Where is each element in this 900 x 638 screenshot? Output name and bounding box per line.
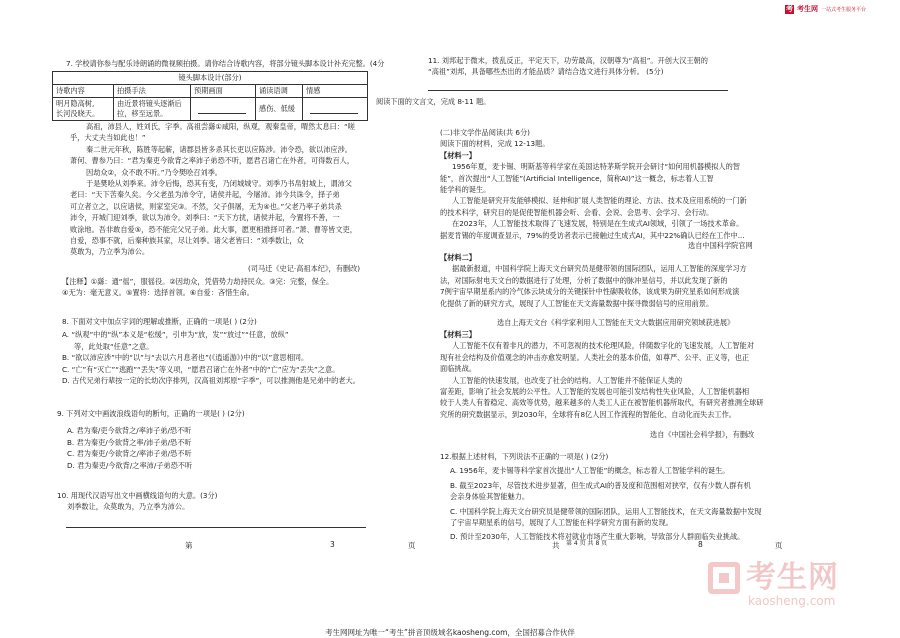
table-header: 情感 (303, 85, 368, 98)
passage-line: 自爱，恐事不就，后秦种族其家，尽让刘季。诸父老皆曰：“刘季数让，众 (70, 236, 304, 246)
material-line: 法，对国际射电天文台的数据进行了处理，分析了数据中的脉冲星信号，并以此发现了新的 (440, 275, 728, 285)
answer-line[interactable] (66, 527, 366, 528)
question-9 (57, 408, 245, 471)
option-c-cont: 了宇宙早期星系的信号，展现了人工智能在科学研究方面有新的发现。 (450, 518, 673, 528)
table-cell: 明月隐高树, 长河没晓天。 (53, 98, 114, 121)
page-label-left: 第 (185, 541, 193, 550)
question-line: “高祖”刘邦，具备哪些杰出的才能品质？请结合选文进行具体分析。 (5分) (428, 67, 664, 77)
question-line: 11. 刘邦起于微末，拨乱反正，平定天下，功劳最高，汉朝尊为“高祖”。开创大汉王朝的 (428, 56, 708, 65)
logo-mark-icon: 考 (786, 4, 793, 13)
option-d[interactable]: D. 君为秦吏/今欲背/之率沛/子弟恐不听 (67, 460, 193, 470)
footer-text: 考生网网址为唯一“考生”拼音顶级域名kaosheng.com，全国招募合作伙伴 (325, 628, 575, 637)
material-line: 化提供了新的研究方式，展现了人工智能在天文海量数据中探寻微弱信号的应用前景。 (440, 298, 714, 308)
material-line: 据麦肯锡的年度调查显示，79%的受访者表示已接触过生成式AI，其中22%确认已经在工作中... (440, 230, 745, 240)
material-line: 能学科的诞生。 (440, 185, 491, 195)
passage-line: 高祖，沛县人，姓刘氏，字季。高祖尝繇①咸阳，纵观，观秦皇帝，喟然太息曰：“嗟 (86, 122, 355, 131)
watermark-logo-icon (708, 562, 740, 594)
question-11 (428, 55, 708, 78)
option-d[interactable]: D. 古代兄弟行辈按一定的长幼次序排列，汉高祖刘邦原“字季”，可以推测他是兄弟中的老大。 (62, 376, 360, 386)
material-line: 在2023年，人工智能技术取得了飞速发展，特别是在生成式AI领域，引领了一场技术革命。 (452, 219, 744, 229)
table-cell: 感伤、低缓 (256, 98, 303, 121)
option-a[interactable]: A. “纵观”中的“纵”本义是“松缓”，引申为“放，发”“放过”“任意，放纵” (62, 330, 289, 340)
classical-passage (70, 121, 357, 258)
option-c[interactable]: C. 君为秦吏/今欲背之/率沛子弟/恐不听 (67, 449, 192, 459)
section-instruction: 阅读下面的文言文，完成 8-11 题。 (376, 97, 491, 106)
material-line: 人工智能是研究开发能够模拟、延伸和扩展人类智能的理论、方法、技术及应用系统的一门新 (452, 196, 747, 206)
question-7: 7. 学校请你参与配乐诗朗诵的微视频拍摄。请你结合诗歌内容，将部分镜头脚本设计补充完整。(4分 (66, 59, 385, 68)
question-8 (62, 316, 360, 386)
option-b[interactable]: B. 截至2023年，尽管技术进步显著，但生成式AI的普及度和范围相对狭窄，仅有少数人群有机 (450, 480, 751, 490)
page-total-label: 共 (552, 541, 560, 550)
table-cell: 由近景将镜头逐渐后 拉，移至远景。 (114, 98, 191, 121)
option-d[interactable]: D. 预计至2030年，人工智能技术将对就业市场产生重大影响，导致部分人群面临失业挑战。 (450, 532, 745, 542)
question-text: 刘季数让，众莫敢为，乃立季为沛公。 (67, 502, 190, 512)
answer-blank[interactable] (303, 98, 368, 121)
table-header: 诗歌内容 (53, 85, 114, 98)
page-counter: 第 4 页 共 8 页 (566, 540, 608, 547)
material-2-title: 【材料二】 (440, 253, 476, 262)
option-c[interactable]: C. “亡”有“灭亡”“逃跑”“丢失”等义项，“愿君召诸亡在外者”中的“亡”应为“丢失”之意。 (62, 364, 340, 374)
note-line: ④无为：毫无意义。⑤置将：选择首领。⑥自爱：吝惜生命。 (62, 288, 254, 298)
section-instruct: 阅读下面的材料，完成 12-13题。 (440, 139, 550, 149)
option-c[interactable]: C. 中国科学院上海天文台研究员是健带领的国际团队，运用人工智能技术，在天文海量数据中发现 (450, 506, 762, 516)
table-header: 预期画面 (191, 85, 256, 98)
passage-line: 因劫众②，众不敢不听。”乃令樊哙召刘季。 (86, 167, 222, 177)
shot-script-table (52, 71, 368, 121)
watermark-domain: kaosheng.com (748, 594, 836, 608)
answer-line[interactable] (428, 90, 728, 91)
material-line: 据最新报道，中国科学院上海天文台研究员是健带领的国际团队，运用人工智能的深度学习方 (452, 264, 747, 274)
question-10 (57, 490, 217, 513)
material-3 (440, 329, 763, 420)
passage-line: 败涂地。吾非敢自爱⑤，恐不能完父兄子弟。此大事，愿更相推择可者。”萧、曹等皆文吏， (70, 224, 357, 234)
option-a[interactable]: A. 君为秦/吏今欲背之/率沛子弟/恐不听 (67, 426, 192, 436)
notes (62, 276, 333, 299)
page-number-right: 8 (698, 540, 703, 549)
table-header: 诵读语调 (256, 85, 303, 98)
material-line: 富差距，影响了社会发展的公平性。人工智能的发展也可能引发结构性失业风险，人工智能机器相 (440, 387, 750, 397)
option-b-cont: 会亲身体验其智能魅力。 (450, 492, 530, 502)
option-a[interactable]: A. 1956年，麦卡锡等科学家首次提出“人工智能”的概念，标志着人工智能学科的诞生。 (450, 466, 730, 476)
table-header: 拍摄手法 (114, 85, 191, 98)
watermark (708, 562, 839, 594)
material-line: 较于人类人有着稳定、高效等优势，越来越多的人类工人正在被智能机器所取代，有研究者推测全球研 (440, 398, 764, 408)
material-1-title: 【材料一】 (440, 150, 476, 160)
passage-line: 乎，大丈夫当如此也！” (70, 133, 146, 143)
page-label-right: 页 (408, 541, 416, 550)
material-line: 能”，首次提出“人工智能”(Artificial Intelligence，简称AI)”这一概念，标志着人工智 (440, 173, 714, 183)
material-line: 7例宇宙早期星系内的冷气体云块成分的关键探针中性碳吸收体，该成果为研究星系如何形成演 (440, 287, 740, 297)
question-12 (440, 451, 761, 543)
option-a-cont: 等，此处取“任意”之意。 (74, 341, 154, 351)
material-line: 1956年夏，麦卡锡、明斯基等科学家在美国达特茅斯学院开会研讨“如何用机器模拟人的智 (452, 162, 740, 172)
passage-line: 于是樊哙从刘季来。沛令后悔，恐其有变，乃闭城城守。刘季乃书帛射城上，谓沛父 (86, 179, 352, 189)
question-stem: 12.根据上述材料，下列说法不正确的一项是( ) (2分) (440, 452, 609, 461)
passage-source: (司马迁《史记·高祖本纪》，有删改) (248, 264, 361, 273)
material-line: 面临挑战。 (440, 364, 476, 374)
section-title: (二)非文学作品阅读(共 6分) (440, 128, 530, 137)
question-stem: 10. 用现代汉语写出文中画横线语句的大意。(3分) (57, 491, 218, 500)
passage-line: 萧何、曹参乃曰：“君为秦吏今欲背之率沛子弟恐不听，愿君召诸亡在外者，可得数百人， (70, 156, 355, 166)
logo-name: 考生网 (797, 5, 818, 13)
material-3-title: 【材料三】 (440, 330, 476, 339)
material-3-source: 选自《中国社会科学报》，有删改 (650, 430, 755, 439)
passage-line: 沛令，开城门迎刘季，欲以为沛令。刘季曰：“天下方扰，诸侯并起，今置将不善，一 (70, 213, 340, 223)
material-1-source: 选自中国科学院官网 (688, 241, 753, 250)
question-stem: 9. 下列对文中画波浪线语句的断句，正确的一项是( ) (2分) (57, 409, 245, 418)
site-logo[interactable] (785, 4, 866, 14)
material-line: 人工智能不仅有着非凡的潜力，不可忽视的技术伦理风险，伴随数字化的飞速发展，人工智能对 (452, 341, 754, 351)
material-line: 究所的研究数据显示，到2030年，全球将有8亿人因工作流程的智能化、自动化而失去工作。 (440, 409, 736, 419)
page-label-right-2: 页 (775, 541, 783, 550)
material-2 (440, 252, 747, 309)
option-b[interactable]: B. “欲以沛应涉”中的“以”与“去以六月息者也”(《逍遥游》)中的“以”意思相同。 (62, 353, 309, 363)
material-line: 现有社会结构及价值观念的冲击亦愈发明显。人类社会的基本价值，如尊严、公平、正义等，也正 (440, 352, 750, 362)
passage-line: 莫敢为，乃立季为沛公。 (70, 247, 150, 257)
material-line: 的技术科学，研究目的是促使智能机器会听、会看、会说、会思考、会学习、会行动。 (440, 207, 714, 217)
material-2-source: 选自上海天文台《科学家利用人工智能在天文大数据应用研究领域获进展》 (497, 318, 735, 327)
question-stem: 8. 下面对文中加点字词的理解或推断，正确的一项是( ) (2分) (62, 317, 257, 326)
section-2 (440, 127, 747, 241)
passage-line: 老曰：“天下苦秦久矣。今父老虽为沛令守，诸侯并起，今屠沛。沛今共诛令，择子弟 (70, 190, 340, 200)
answer-blank[interactable] (191, 98, 256, 121)
page-number: 3 (330, 540, 335, 549)
logo-tagline: 一站式考生服务平台 (821, 6, 867, 13)
table-title: 镜头脚本设计(部分) (53, 72, 368, 85)
passage-line: 秦二世元年秋，陈胜等起蕲，诸郡县皆多杀其长吏以应陈涉。沛令恐，欲以沛应涉。 (86, 144, 352, 154)
option-b[interactable]: B. 君为秦吏/今欲背之率/沛子弟/恐不听 (67, 437, 192, 447)
passage-line: 可立者立之，以应诸侯，则家室完③。不然，父子俱屠，无为④也。”父老乃率子弟共杀 (70, 201, 342, 211)
material-line: 人工智能的快速发展，也改变了社会的结构。人工智能并不能保证人类的 (452, 375, 683, 385)
watermark-name: 考生网 (746, 560, 839, 595)
note-line: 【注释】①繇：通“徭”，服徭役。②因劫众，凭借势力劫持民众。③完：完整，保全。 (62, 277, 334, 286)
